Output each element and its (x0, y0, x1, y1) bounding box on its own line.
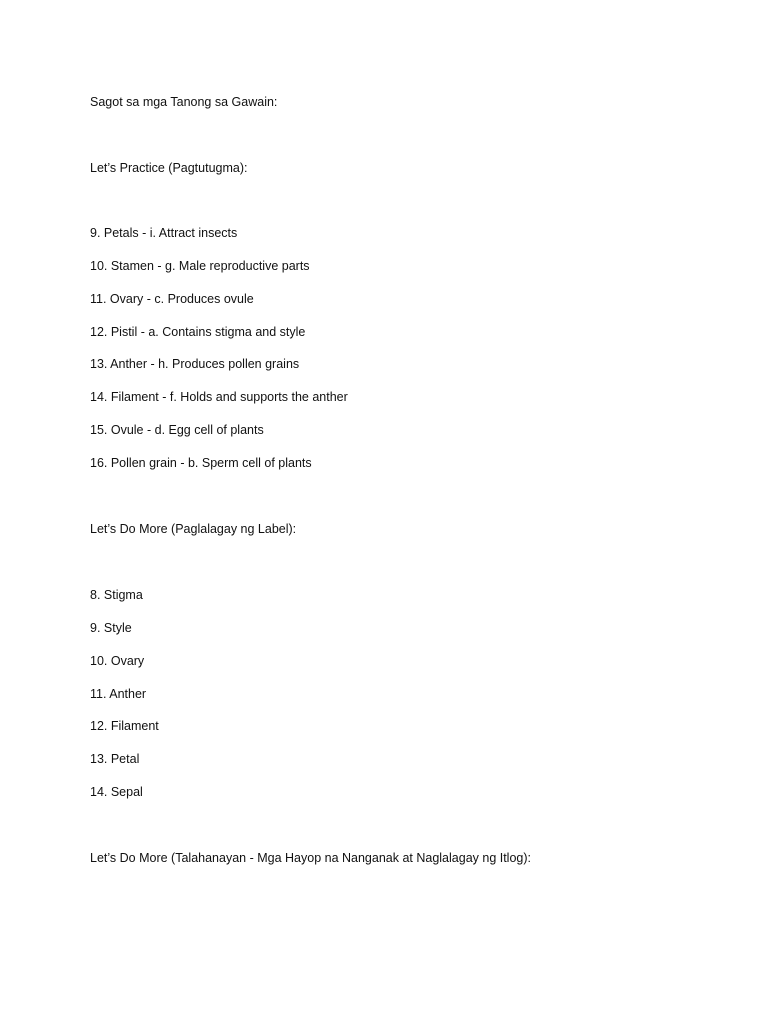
practice-item: 15. Ovule - d. Egg cell of plants (90, 423, 264, 437)
label-item: 14. Sepal (90, 785, 143, 799)
label-item: 9. Style (90, 621, 132, 635)
document-heading: Sagot sa mga Tanong sa Gawain: (90, 95, 278, 109)
label-item: 8. Stigma (90, 588, 143, 602)
label-item: 13. Petal (90, 752, 140, 766)
practice-item: 14. Filament - f. Holds and supports the anther (90, 390, 348, 404)
practice-item: 11. Ovary - c. Produces ovule (90, 292, 254, 306)
label-item: 12. Filament (90, 719, 159, 733)
table-section-title: Let’s Do More (Talahanayan - Mga Hayop na Nanganak at Naglalagay ng Itlog): (90, 851, 532, 865)
label-item: 10. Ovary (90, 654, 145, 668)
practice-item: 16. Pollen grain - b. Sperm cell of plants (90, 456, 312, 470)
label-item: 11. Anther (90, 687, 147, 701)
practice-item: 13. Anther - h. Produces pollen grains (90, 357, 300, 371)
practice-section-title: Let’s Practice (Pagtutugma): (90, 161, 248, 175)
practice-item: 12. Pistil - a. Contains stigma and style (90, 325, 306, 339)
practice-item: 10. Stamen - g. Male reproductive parts (90, 259, 310, 273)
practice-item: 9. Petals - i. Attract insects (90, 226, 238, 240)
label-section-title: Let’s Do More (Paglalagay ng Label): (90, 522, 297, 536)
